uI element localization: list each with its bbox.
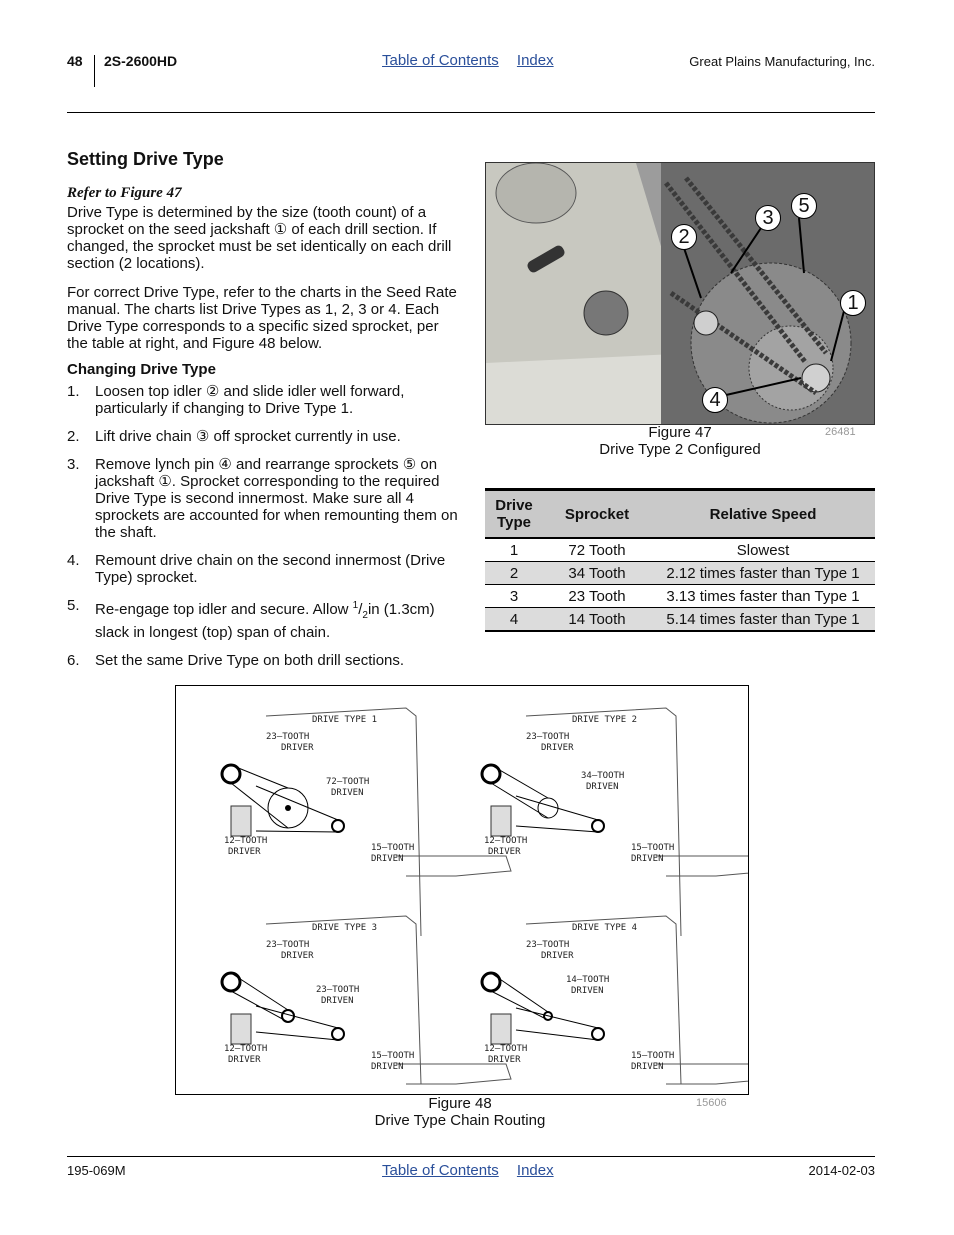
figure48-caption: Figure 48 Drive Type Chain Routing (374, 1095, 546, 1129)
svg-text:15–TOOTH: 15–TOOTH (371, 843, 415, 853)
footer-index-link[interactable]: Index (516, 1162, 554, 1179)
header-divider (94, 55, 95, 87)
drive-type-table (485, 488, 875, 632)
svg-text:23–TOOTH: 23–TOOTH (526, 940, 570, 950)
callout-5: 5 (791, 193, 817, 219)
svg-text:DRIVER: DRIVER (228, 847, 261, 857)
drive-type-3-diagram (222, 916, 511, 1084)
toc-link[interactable]: Table of Contents (382, 52, 499, 69)
svg-text:DRIVER: DRIVER (228, 1055, 261, 1065)
model-name: 2S-2600HD (104, 53, 178, 69)
doc-number: 195-069M (67, 1163, 126, 1178)
list-item: 3. Remove lynch pin ④ and rearrange sprockets ⑤ on jackshaft ①. Sprocket corresponding to the required Drive Type is second innermost. Make sure all 4 sprockets are accounted for when remounting them on the shaft. (67, 456, 458, 541)
svg-text:15–TOOTH: 15–TOOTH (371, 1051, 415, 1061)
svg-text:DRIVER: DRIVER (488, 847, 521, 857)
table-row: 3 23 Tooth 3.13 times faster than Type 1 (485, 585, 875, 608)
table-header-row (485, 490, 875, 539)
header-rule (67, 112, 875, 113)
steps-list (67, 383, 459, 680)
svg-text:23–TOOTH: 23–TOOTH (526, 732, 570, 742)
svg-text:DRIVER: DRIVER (488, 1055, 521, 1065)
callout-4: 4 (702, 387, 728, 413)
callout-2: 2 (671, 224, 697, 250)
diagram-title: DRIVE TYPE 1 (312, 715, 378, 725)
drive-type-4-diagram (482, 916, 748, 1084)
refer-note: Refer to Figure 47 (67, 185, 182, 201)
page-number: 48 (67, 53, 83, 69)
list-item: 6. Set the same Drive Type on both drill sections. (67, 652, 405, 669)
svg-text:14–TOOTH: 14–TOOTH (566, 975, 610, 985)
svg-text:12–TOOTH: 12–TOOTH (224, 1044, 268, 1054)
footer-toc-link[interactable]: Table of Contents (382, 1162, 499, 1179)
list-item: 2. Lift drive chain ③ off sprocket currently in use. (67, 428, 401, 445)
callout-1: 1 (840, 290, 866, 316)
svg-text:23–TOOTH: 23–TOOTH (266, 940, 310, 950)
col-relative-speed: Relative Speed (651, 490, 875, 539)
col-sprocket: Sprocket (543, 490, 651, 539)
chain-routing-diagrams (176, 686, 748, 1094)
drive-type-paragraph: For correct Drive Type, refer to the charts in the Seed Rate manual. The charts list Drive Types as 1, 2, 3 or 4. Each Drive Type corresponds to a specific sized sprocket, per the table at right, and Figure 48 below. (67, 284, 457, 352)
drive-type-2-diagram (482, 708, 748, 936)
svg-text:DRIVEN: DRIVEN (586, 782, 619, 792)
svg-text:12–TOOTH: 12–TOOTH (484, 1044, 528, 1054)
figure48-number: 15606 (696, 1097, 727, 1109)
intro-paragraph: Drive Type is determined by the size (tooth count) of a sprocket on the seed jackshaft ① of each drill section. If changed, the sprocket must be set identically on each drill section (2 locations). (67, 204, 452, 272)
svg-text:DRIVER: DRIVER (541, 951, 574, 961)
doc-date: 2014-02-03 (808, 1163, 875, 1178)
figure47-caption: Figure 47 Drive Type 2 Configured (599, 424, 761, 458)
svg-text:DRIVER: DRIVER (281, 743, 314, 753)
svg-text:DRIVEN: DRIVEN (371, 854, 404, 864)
section-title: Setting Drive Type (67, 149, 224, 169)
svg-text:15–TOOTH: 15–TOOTH (631, 1051, 675, 1061)
table-row: 4 14 Tooth 5.14 times faster than Type 1 (485, 608, 875, 632)
index-link[interactable]: Index (516, 52, 554, 69)
diagram-title: DRIVE TYPE 3 (312, 923, 378, 933)
header-links (382, 52, 568, 69)
figure47-number: 26481 (825, 426, 856, 438)
company-name: Great Plains Manufacturing, Inc. (689, 54, 875, 69)
subsection-title: Changing Drive Type (67, 361, 216, 378)
svg-text:72–TOOTH: 72–TOOTH (326, 777, 370, 787)
svg-text:DRIVER: DRIVER (541, 743, 574, 753)
diagram-title: DRIVE TYPE 4 (572, 923, 638, 933)
chain-routing-figure (175, 685, 749, 1095)
svg-text:DRIVEN: DRIVEN (631, 854, 664, 864)
table-row: 1 72 Tooth Slowest (485, 538, 875, 562)
callout-3: 3 (755, 205, 781, 231)
list-item: 5. Re-engage top idler and secure. Allow $^1/_2in$ (1.3cm) slack in longest (top) span of chain. (67, 597, 435, 641)
svg-text:34–TOOTH: 34–TOOTH (581, 771, 625, 781)
svg-text:23–TOOTH: 23–TOOTH (316, 985, 360, 995)
svg-text:DRIVEN: DRIVEN (571, 986, 604, 996)
diagram-title: DRIVE TYPE 2 (572, 715, 638, 725)
list-item: 1. Loosen top idler ② and slide idler well forward, particularly if changing to Drive Type 1. (67, 383, 405, 417)
svg-text:23–TOOTH: 23–TOOTH (266, 732, 310, 742)
svg-text:DRIVER: DRIVER (281, 951, 314, 961)
svg-text:DRIVEN: DRIVEN (331, 788, 364, 798)
list-item: 4. Remount drive chain on the second innermost (Drive Type) sprocket. (67, 552, 446, 586)
col-drive-type: Drive Type (485, 490, 543, 539)
svg-text:15–TOOTH: 15–TOOTH (631, 843, 675, 853)
footer-rule (67, 1156, 875, 1157)
svg-text:12–TOOTH: 12–TOOTH (224, 836, 268, 846)
svg-text:12–TOOTH: 12–TOOTH (484, 836, 528, 846)
drive-type-1-diagram (222, 708, 511, 936)
svg-text:DRIVEN: DRIVEN (371, 1062, 404, 1072)
footer-links (382, 1162, 568, 1179)
svg-text:DRIVEN: DRIVEN (321, 996, 354, 1006)
drive-photo (485, 162, 875, 425)
svg-text:DRIVEN: DRIVEN (631, 1062, 664, 1072)
table-row: 2 34 Tooth 2.12 times faster than Type 1 (485, 562, 875, 585)
